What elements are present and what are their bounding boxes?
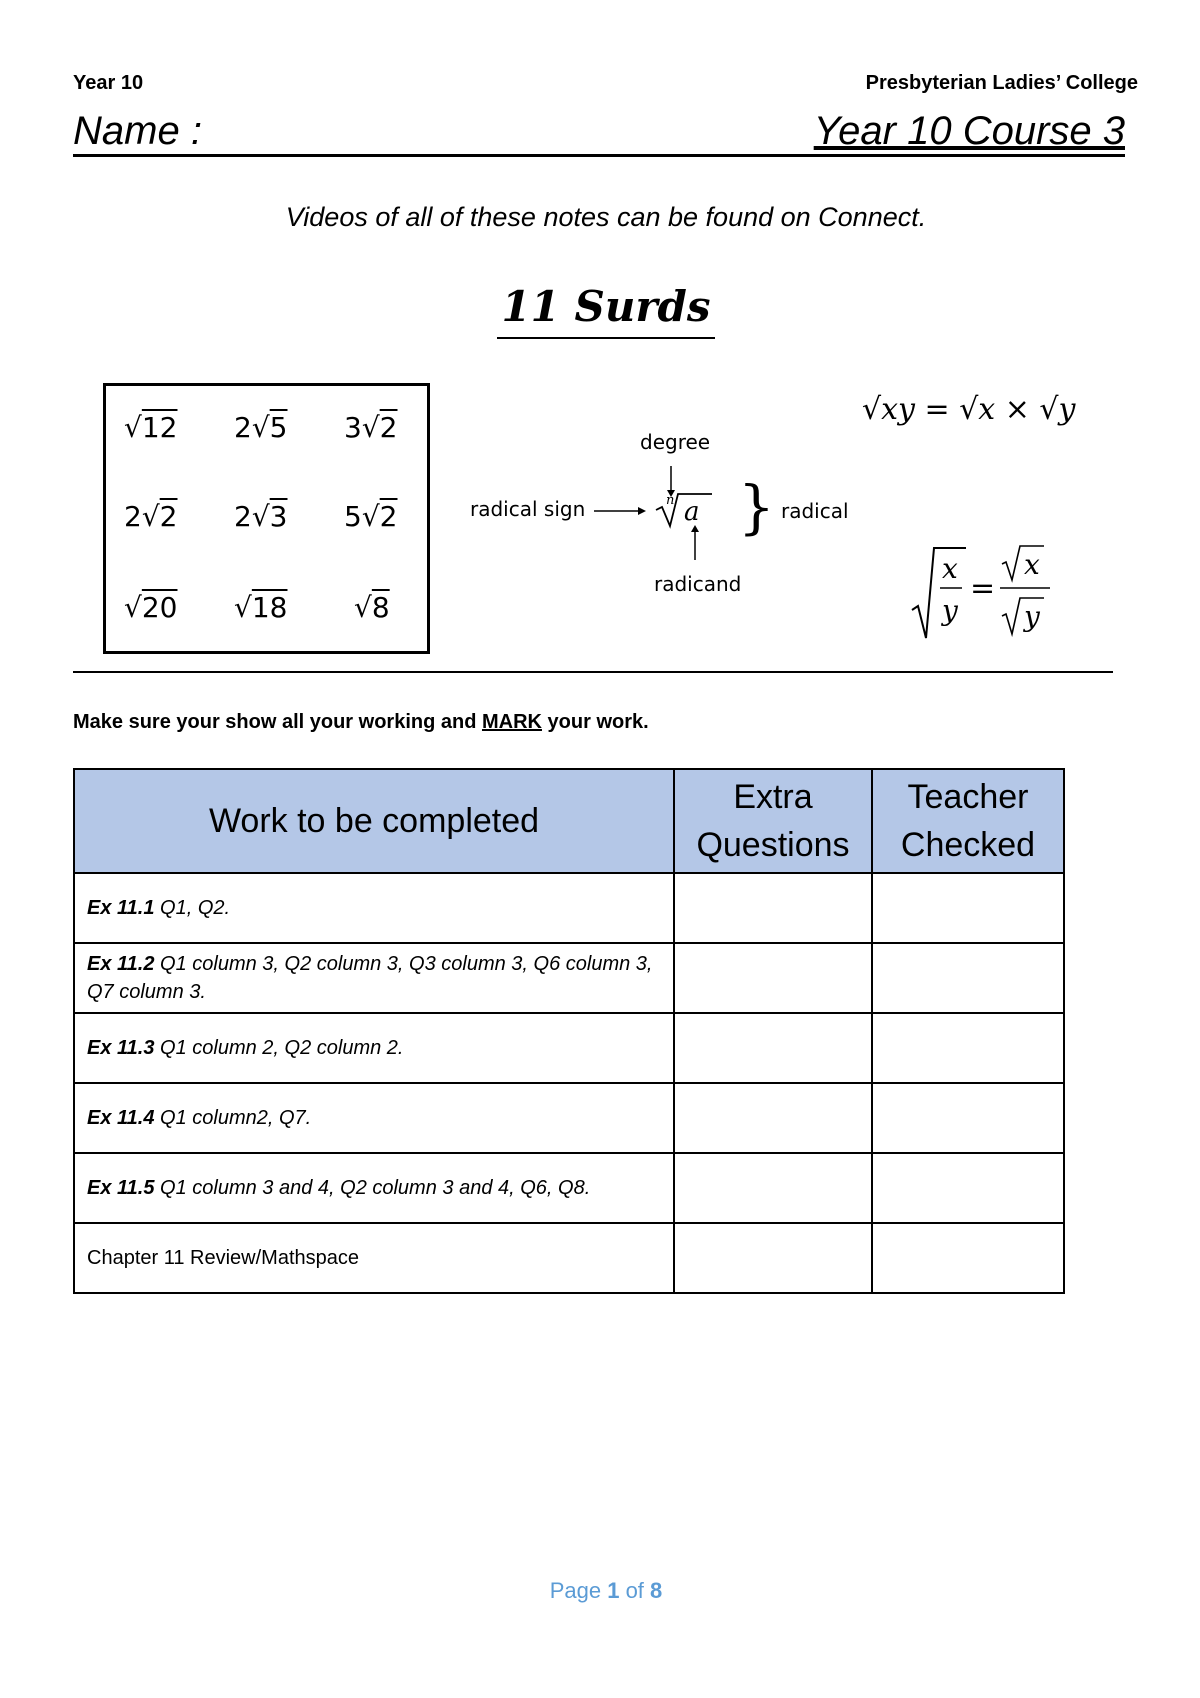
- extra-questions-cell[interactable]: [674, 943, 872, 1013]
- header-school: Presbyterian Ladies’ College: [865, 72, 1138, 94]
- task-cell: Ex 11.3 Q1 column 2, Q2 column 2.: [74, 1013, 674, 1083]
- header-year: Year 10: [73, 72, 144, 94]
- extra-questions-cell[interactable]: [674, 1013, 872, 1083]
- surd-example: 3√2: [344, 411, 398, 444]
- task-cell: Ex 11.2 Q1 column 3, Q2 column 3, Q3 column 3, Q6 column 3, Q7 column 3.: [74, 943, 674, 1013]
- teacher-checked-cell[interactable]: [872, 1223, 1064, 1293]
- quotient-den-rhs: y: [1024, 600, 1040, 633]
- product-rule: √xy = √x × √y: [862, 392, 1076, 427]
- task-cell: Chapter 11 Review/Mathspace: [74, 1223, 674, 1293]
- surd-example: 5√2: [344, 500, 398, 533]
- table-row: [74, 943, 1064, 1013]
- table-header-row: [74, 769, 1064, 873]
- extra-questions-cell[interactable]: [674, 1223, 872, 1293]
- section-divider: [73, 671, 1113, 673]
- table-row: [74, 1013, 1064, 1083]
- surd-examples-box: [103, 383, 430, 654]
- instruction-text: Make sure your show all your working and MARK your work.: [73, 711, 649, 733]
- radical-diagram: [590, 460, 790, 570]
- task-cell: Ex 11.4 Q1 column2, Q7.: [74, 1083, 674, 1153]
- radical-index: n: [666, 493, 675, 508]
- teacher-checked-cell[interactable]: [872, 1083, 1064, 1153]
- quotient-rule: [910, 540, 1060, 650]
- videos-note: Videos of all of these notes can be found on Connect.: [285, 202, 927, 232]
- task-cell: Ex 11.5 Q1 column 3 and 4, Q2 column 3 and 4, Q6, Q8.: [74, 1153, 674, 1223]
- teacher-checked-cell[interactable]: [872, 943, 1064, 1013]
- radical-symbol: [912, 548, 966, 638]
- extra-questions-cell[interactable]: [674, 873, 872, 943]
- quotient-num-rhs: x: [1024, 548, 1040, 581]
- radical-sign-label: radical sign: [470, 497, 586, 521]
- chapter-title: [0, 282, 1200, 331]
- chapter-title-text: 11 Surds: [497, 282, 714, 339]
- table-row: [74, 1153, 1064, 1223]
- surd-example: √20: [124, 591, 178, 624]
- mark-emphasis: MARK: [481, 711, 542, 733]
- surd-example: √8: [354, 591, 390, 624]
- radical-base: a: [684, 497, 700, 527]
- surd-example: √12: [124, 411, 178, 444]
- extra-questions-cell[interactable]: [674, 1083, 872, 1153]
- surd-example: 2√2: [124, 500, 178, 533]
- header-work: Work to be completed: [74, 769, 674, 873]
- work-table: [73, 768, 1065, 1294]
- quotient-den: y: [942, 594, 958, 627]
- title-row: [73, 108, 1125, 157]
- header-teacher: Teacher Checked: [872, 769, 1064, 873]
- radical-label: radical: [781, 499, 849, 523]
- degree-label: degree: [640, 430, 711, 454]
- page-number: Page 1 of 8: [549, 1578, 663, 1603]
- radicand-label: radicand: [654, 572, 742, 596]
- table-row: [74, 1083, 1064, 1153]
- task-cell: Ex 11.1 Q1, Q2.: [74, 873, 674, 943]
- table-row: [74, 1223, 1064, 1293]
- arrow-head: [638, 507, 646, 515]
- name-label: Name :: [73, 109, 202, 153]
- quotient-num: x: [942, 552, 958, 585]
- teacher-checked-cell[interactable]: [872, 1153, 1064, 1223]
- equals-sign: =: [970, 571, 996, 606]
- table-row: [74, 873, 1064, 943]
- surd-example: √18: [234, 591, 288, 624]
- teacher-checked-cell[interactable]: [872, 873, 1064, 943]
- teacher-checked-cell[interactable]: [872, 1013, 1064, 1083]
- extra-questions-cell[interactable]: [674, 1153, 872, 1223]
- course-title: Year 10 Course 3: [813, 109, 1125, 153]
- surd-example: 2√5: [234, 411, 288, 444]
- surd-example: 2√3: [234, 500, 288, 533]
- brace-symbol: }: [738, 473, 775, 541]
- header-extra: Extra Questions: [674, 769, 872, 873]
